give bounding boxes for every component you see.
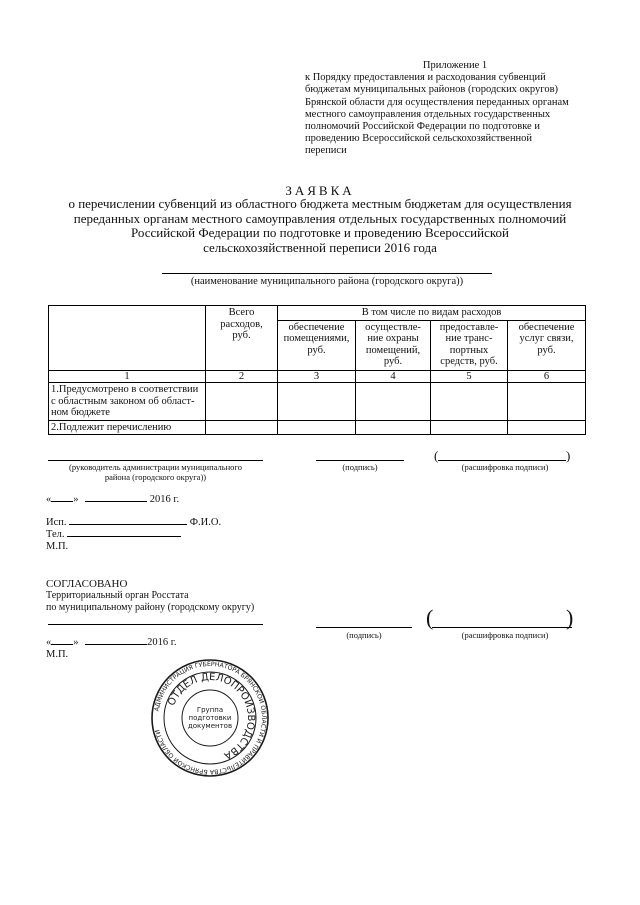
column-number: 3 <box>278 370 356 383</box>
table-header-transport: предоставле- ние транс- портных средств, руб. <box>431 320 508 370</box>
table-cell <box>278 420 356 435</box>
column-number: 6 <box>508 370 586 383</box>
appendix-line: проведению Всероссийской сельскохозяйственной <box>305 133 533 145</box>
column-number: 1 <box>49 370 206 383</box>
paren-close: ) <box>566 448 571 463</box>
signature-line <box>316 627 412 628</box>
agreed-title: СОГЛАСОВАНО <box>46 578 128 590</box>
agreed-org: Территориальный орган Росстата <box>46 590 189 601</box>
subtitle-line: Российской Федерации по подготовке и проведению Всероссийской <box>131 225 509 240</box>
paren-open: ( <box>426 605 434 630</box>
table-cell <box>356 383 431 421</box>
municipality-line <box>162 273 492 274</box>
table-cell <box>431 420 508 435</box>
seal-place: М.П. <box>46 649 69 660</box>
table-number-row <box>49 370 586 383</box>
table-header-security: осуществле- ние охраны помещений, руб. <box>356 320 431 370</box>
table-cell <box>431 383 508 421</box>
table-cell <box>356 420 431 435</box>
table-cell <box>206 420 278 435</box>
table-row <box>49 420 586 435</box>
seal-place: М.П. <box>46 541 69 552</box>
phone-label: Тел. <box>46 529 65 540</box>
document-subtitle <box>60 197 580 255</box>
column-number: 5 <box>431 370 508 383</box>
appendix-line: переписи <box>305 145 347 157</box>
fio-label: Ф.И.О. <box>189 517 222 528</box>
table-header-empty <box>49 306 206 371</box>
column-number: 2 <box>206 370 278 383</box>
stamp-outer-text: АДМИНИСТРАЦИЯ ГУБЕРНАТОРА БРЯНСКОЙ ОБЛАСТИ И ПРАВИТЕЛЬСТВА БРЯНСКОЙ ОБЛАСТИ <box>153 660 268 776</box>
rosstat-signature-line <box>48 624 263 625</box>
table-header-group: В том числе по видам расходов <box>278 306 586 321</box>
decode-line <box>432 627 572 628</box>
head-caption: (руководитель администрации муниципального района (городского округа)) <box>69 462 242 482</box>
table-cell <box>508 383 586 421</box>
expenses-table <box>48 305 586 435</box>
signature-caption: (подпись) <box>342 462 378 472</box>
stamp-center-line: подготовки <box>188 714 232 722</box>
appendix-line: к Порядку предоставления и расходования субвенций <box>305 72 546 84</box>
executor-label: Исп. <box>46 517 67 528</box>
table-header-communication: обеспечение услуг связи, руб. <box>508 320 586 370</box>
paren-open: ( <box>434 448 439 463</box>
head-signature-line <box>48 460 263 461</box>
row-label: 1.Предусмотрено в соответствии с областным законом об област- ном бюджете <box>49 383 206 421</box>
stamp-center-line: документов <box>187 722 233 730</box>
date-line: « » 2016 г. <box>46 494 180 505</box>
appendix-line: местного самоуправления отдельных государственных <box>305 108 551 120</box>
stamp-seal <box>150 658 270 778</box>
table-header-premises: обеспечение помещениями, руб. <box>278 320 356 370</box>
document-title: ЗАЯВКА <box>285 183 355 198</box>
date-line: « » 2016 г. М.П. <box>46 637 177 660</box>
stamp-dept-text: ОТДЕЛ ДЕЛОПРОИЗВОДСТВА <box>166 671 257 761</box>
column-number: 4 <box>356 370 431 383</box>
appendix-line: бюджетам муниципальных районов (городских округов) <box>305 84 559 96</box>
stamp-center-line: Группа <box>196 706 224 714</box>
appendix-title: Приложение 1 <box>422 60 488 71</box>
table-cell <box>508 420 586 435</box>
row-label: 2.Подлежит перечислению <box>49 420 206 435</box>
signature-caption: (подпись) <box>346 630 382 640</box>
agreed-scope: по муниципальному району (городскому округу) <box>46 602 255 613</box>
paren-close: ) <box>566 605 574 630</box>
table-cell <box>206 383 278 421</box>
subtitle-line: о перечислении субвенций из областного бюджета местным бюджетам для осуществления <box>68 196 572 211</box>
table-row <box>49 383 586 421</box>
signature-line <box>316 460 404 461</box>
table-cell <box>278 383 356 421</box>
subtitle-line: сельскохозяйственной переписи 2016 года <box>203 239 437 255</box>
executor-block <box>46 517 221 553</box>
decode-line <box>438 460 566 461</box>
decode-caption: (расшифровка подписи) <box>461 630 549 640</box>
appendix-line: полномочий Российской Федерации по подготовке и <box>305 121 540 133</box>
appendix-block <box>305 60 605 158</box>
subtitle-line: переданных органам местного самоуправления отдельных государственных полномочий <box>73 210 567 226</box>
decode-caption: (расшифровка подписи) <box>461 462 549 472</box>
appendix-line: Брянской области для осуществления переданных органам <box>305 96 569 108</box>
table-header-total: Всего расходов, руб. <box>206 306 278 371</box>
agreed-block <box>46 578 254 614</box>
municipality-caption: (наименование муниципального района (городского округа)) <box>190 276 464 287</box>
